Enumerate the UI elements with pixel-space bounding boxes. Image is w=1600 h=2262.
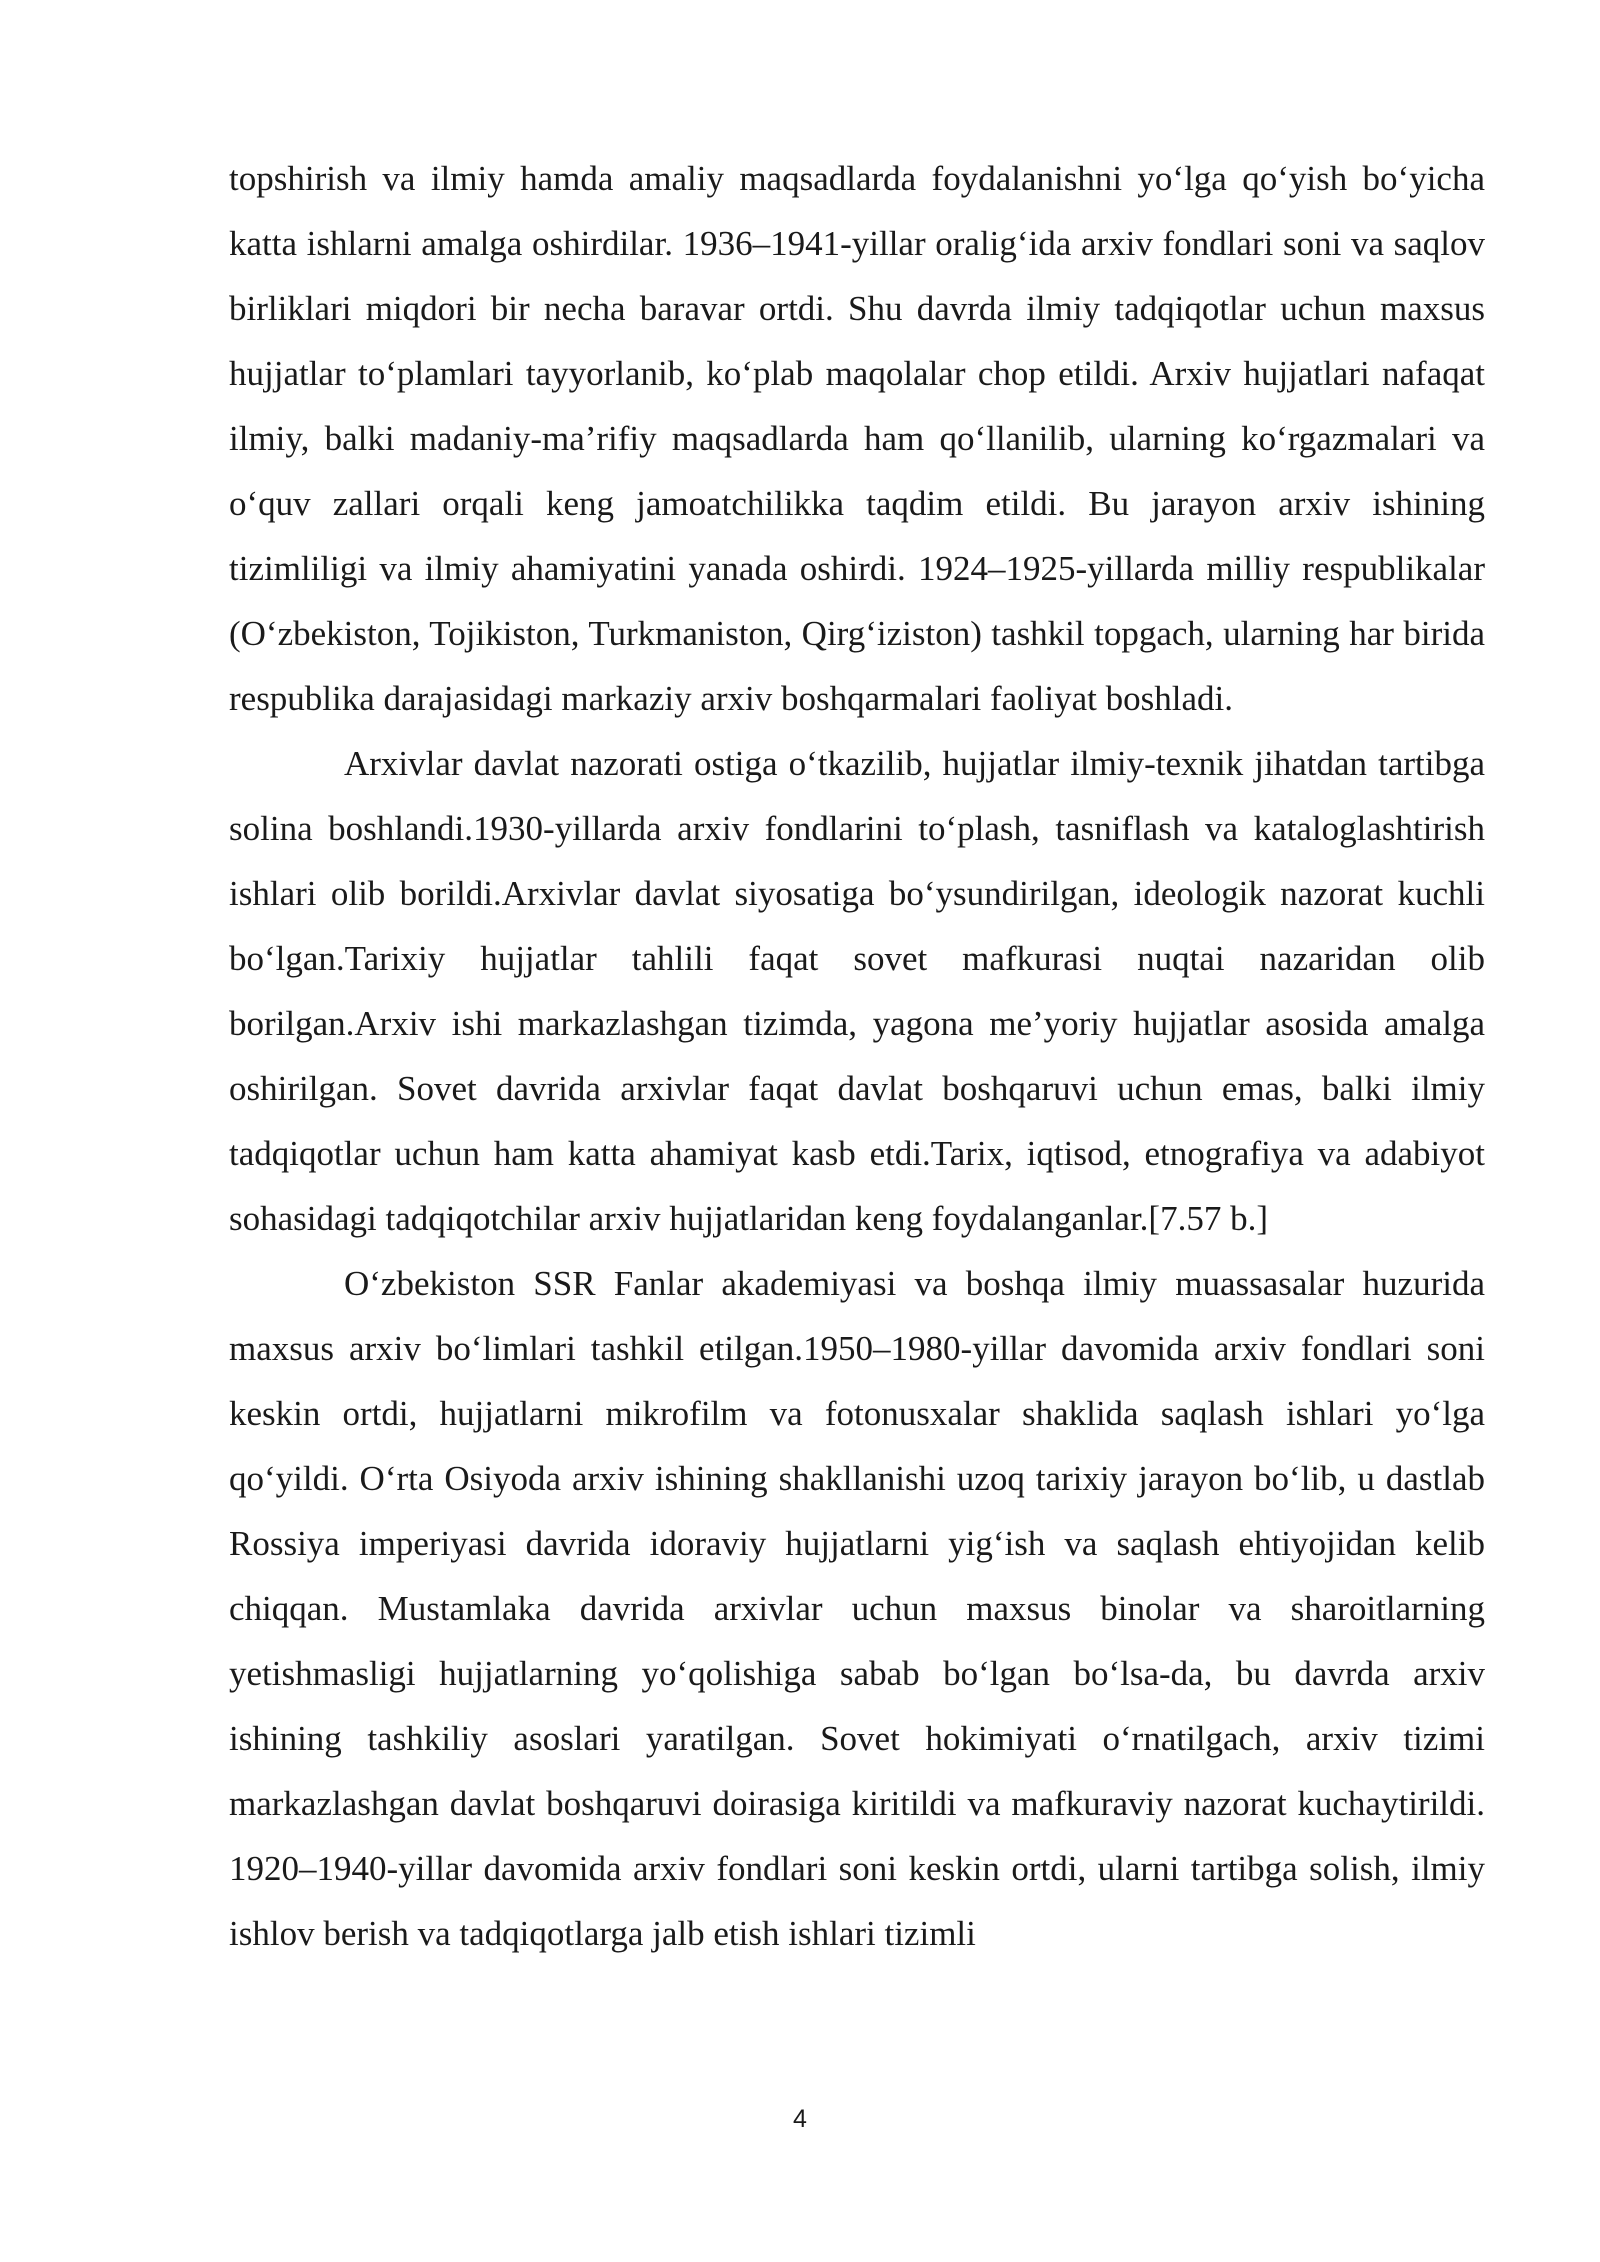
body-text xyxy=(229,146,1485,1966)
paragraph-continuation: topshirish va ilmiy hamda amaliy maqsadlarda foydalanishni yo‘lga qo‘yish bo‘yicha katta ishlarni amalga oshirdilar. 1936–1941-yillar oralig‘ida arxiv fondlari soni va saqlov birliklari miqdori bir necha baravar ortdi. Shu davrda ilmiy tadqiqotlar uchun maxsus hujjatlar to‘plamlari tayyorlanib, ko‘plab maqolalar chop etildi. Arxiv hujjatlari nafaqat ilmiy, balki madaniy-ma’rifiy maqsadlarda ham qo‘llanilib, ularning ko‘rgazmalari va o‘quv zallari orqali keng jamoatchilikka taqdim etildi. Bu jarayon arxiv ishining tizimliligi va ilmiy ahamiyatini yanada oshirdi. 1924–1925-yillarda milliy respublikalar (O‘zbekiston, Tojikiston, Turkmaniston, Qirg‘iziston) tashkil topgach, ularning har birida respublika darajasidagi markaziy arxiv boshqarmalari faoliyat boshladi. xyxy=(229,159,1485,718)
paragraph-archives-state-control: Arxivlar davlat nazorati ostiga o‘tkazilib, hujjatlar ilmiy-texnik jihatdan tartibga solina boshlandi.1930-yillarda arxiv fondlarini to‘plash, tasniflash va kataloglashtirish ishlari olib borildi.Arxivlar davlat siyosatiga bo‘ysundirilgan, ideologik nazorat kuchli bo‘lgan.Tarixiy hujjatlar tahlili faqat sovet mafkurasi nuqtai nazaridan olib borilgan.Arxiv ishi markazlashgan tizimda, yagona me’yoriy hujjatlar asosida amalga oshirilgan. Sovet davrida arxivlar faqat davlat boshqaruvi uchun emas, balki ilmiy tadqiqotlar uchun ham katta ahamiyat kasb etdi.Tarix, iqtisod, etnografiya va adabiyot sohasidagi tadqiqotchilar arxiv hujjatlaridan keng foydalanganlar.[7.57 b.] xyxy=(229,744,1485,1238)
page-number: 4 xyxy=(793,2105,807,2133)
paragraph-academy-archives: O‘zbekiston SSR Fanlar akademiyasi va boshqa ilmiy muassasalar huzurida maxsus arxiv bo‘limlari tashkil etilgan.1950–1980-yillar davomida arxiv fondlari soni keskin ortdi, hujjatlarni mikrofilm va fotonusxalar shaklida saqlash ishlari yo‘lga qo‘yildi. O‘rta Osiyoda arxiv ishining shakllanishi uzoq tarixiy jarayon bo‘lib, u dastlab Rossiya imperiyasi davrida idoraviy hujjatlarni yig‘ish va saqlash ehtiyojidan kelib chiqqan. Mustamlaka davrida arxivlar uchun maxsus binolar va sharoitlarning yetishmasligi hujjatlarning yo‘qolishiga sabab bo‘lgan bo‘lsa-da, bu davrda arxiv ishining tashkiliy asoslari yaratilgan. Sovet hokimiyati o‘rnatilgach, arxiv tizimi markazlashgan davlat boshqaruvi doirasiga kiritildi va mafkuraviy nazorat kuchaytirildi. 1920–1940-yillar davomida arxiv fondlari soni keskin ortdi, ularni tartibga solish, ilmiy ishlov berish va tadqiqotlarga jalb etish ishlari tizimli xyxy=(229,1264,1485,1953)
